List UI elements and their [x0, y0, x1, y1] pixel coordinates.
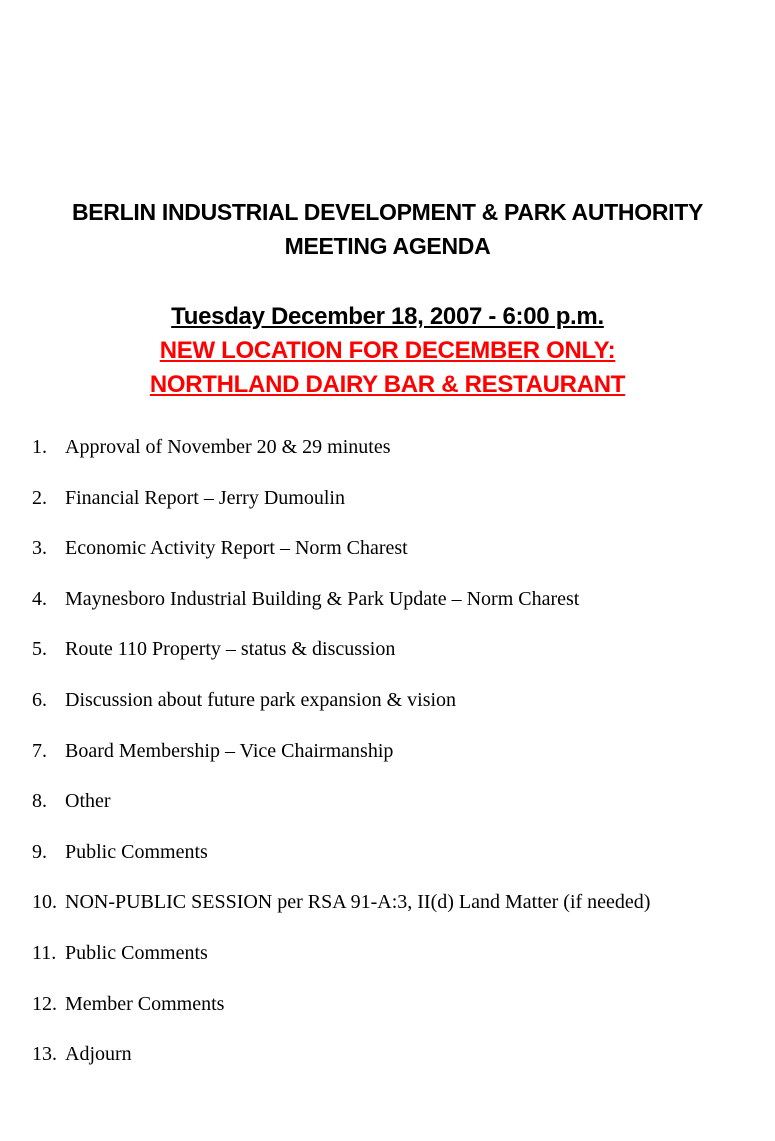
agenda-item-text: Other	[65, 790, 111, 813]
agenda-item	[32, 938, 650, 989]
agenda-item	[32, 483, 650, 534]
agenda-item-number: 1.	[32, 436, 47, 458]
agenda-item-number: 12.	[32, 992, 57, 1015]
agenda-item-text: Maynesboro Industrial Building & Park Update – Norm Charest	[65, 587, 580, 610]
agenda-item	[32, 786, 650, 837]
agenda-item-number: 13.	[32, 1043, 57, 1066]
agenda-item	[32, 685, 650, 736]
location-name: NORTHLAND DAIRY BAR & RESTAURANT	[149, 371, 626, 398]
agenda-item-number: 5.	[32, 638, 47, 661]
agenda-item-number: 8.	[32, 790, 47, 813]
agenda-item-text: Route 110 Property – status & discussion	[65, 638, 396, 661]
agenda-item-number: 3.	[32, 537, 47, 560]
agenda-item-text: Public Comments	[65, 941, 208, 964]
agenda-item-number: 10.	[32, 891, 57, 914]
agenda-list	[32, 432, 650, 1090]
agenda-item-text: Public Comments	[65, 840, 208, 863]
agenda-header	[0, 195, 775, 402]
document-title: MEETING AGENDA	[284, 233, 491, 259]
agenda-item	[32, 432, 650, 483]
agenda-item	[32, 584, 650, 635]
agenda-item-text: Adjourn	[65, 1043, 132, 1066]
agenda-item-text: Financial Report – Jerry Dumoulin	[65, 486, 345, 509]
agenda-item	[32, 736, 650, 787]
agenda-item-number: 6.	[32, 688, 47, 711]
agenda-item-text: Board Membership – Vice Chairmanship	[65, 739, 394, 762]
agenda-item-text: Economic Activity Report – Norm Charest	[65, 537, 408, 560]
agenda-item	[32, 837, 650, 888]
agenda-item-number: 4.	[32, 587, 47, 610]
agenda-item-text: NON-PUBLIC SESSION per RSA 91-A:3, II(d) Land Matter (if needed)	[65, 891, 651, 914]
agenda-item	[32, 1039, 650, 1090]
agenda-item-text: Discussion about future park expansion & vision	[65, 688, 457, 711]
agenda-item-text: Approval of November 20 & 29 minutes	[65, 436, 391, 458]
agenda-item-number: 7.	[32, 739, 47, 762]
agenda-item-number: 9.	[32, 840, 47, 863]
agenda-item	[32, 634, 650, 685]
agenda-item	[32, 533, 650, 584]
agenda-item-text: Member Comments	[65, 992, 225, 1015]
location-notice: NEW LOCATION FOR DECEMBER ONLY:	[159, 337, 616, 364]
agenda-item	[32, 989, 650, 1040]
agenda-item-number: 11.	[32, 941, 57, 964]
organization-title: BERLIN INDUSTRIAL DEVELOPMENT & PARK AUTHORITY	[71, 199, 704, 225]
agenda-item	[32, 887, 650, 938]
agenda-item-number: 2.	[32, 486, 47, 509]
meeting-date-time: Tuesday December 18, 2007 - 6:00 p.m.	[171, 303, 604, 330]
